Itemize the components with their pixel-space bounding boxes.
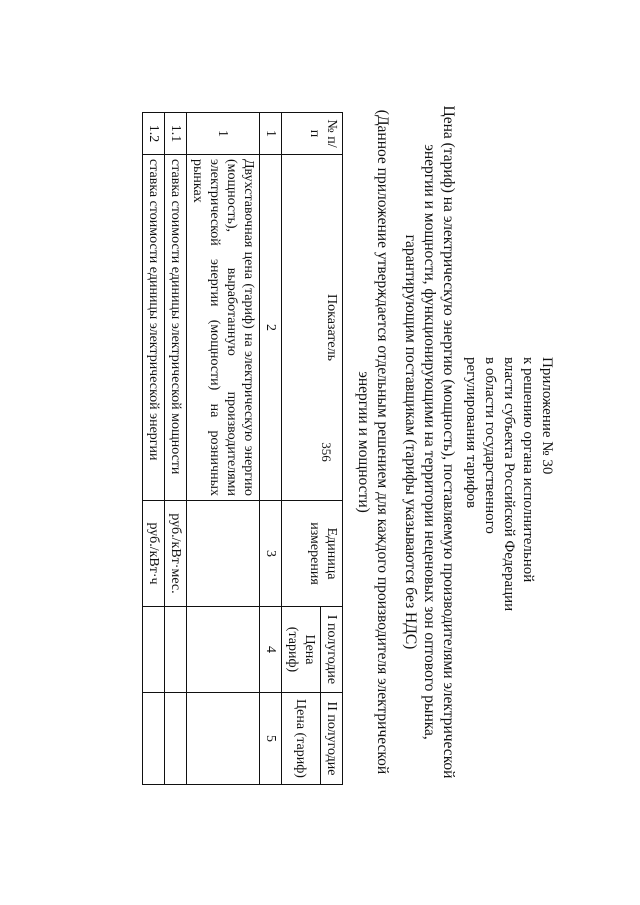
row-half-2-value [143,693,165,785]
header-half-2: II полугодие [321,693,343,785]
header-num: № п/п [282,113,343,155]
row-num: 1.2 [143,113,165,155]
row-unit [187,501,260,607]
appendix-line: в области государственного [482,357,498,534]
appendix-line: власти субъекта Российской Федерации [501,357,517,612]
row-half-1-value [187,607,260,693]
column-number: 4 [260,607,282,693]
document-title: Цена (тариф) на электрическую энергию (мощность), поставляемую производителями электрической энергии и мощности, функционирующими на территории неценовых зон оптового рынка, гарантирующим поставщикам (тарифы указываются без НДС) [402,105,457,779]
appendix-line: Приложение № 30 [539,357,555,475]
row-num: 1 [187,113,260,155]
page-number: 356 [319,442,334,462]
row-unit: руб./кВт·мес. [165,501,187,607]
table-row [165,113,187,785]
column-number: 1 [260,113,282,155]
table-column-numbers-row [260,113,282,785]
table-row [143,113,165,785]
header-price-2: Цена (тариф) [282,693,321,785]
row-half-1-value [143,607,165,693]
table-row [187,113,260,785]
header-indicator: Показатель [282,155,343,501]
row-unit: руб./кВт·ч [143,501,165,607]
column-number: 5 [260,693,282,785]
appendix-line: регулирования тарифов [463,357,479,509]
appendix-line: к решению органа исполнительной [520,357,536,583]
header-half-1: I полугодие [321,607,343,693]
row-indicator: ставка стоимости единицы электрической энергии [143,155,165,501]
row-half-1-value [165,607,187,693]
appendix-header [461,357,556,687]
table-header-row [321,113,343,785]
document-note: (Данное приложение утверждается отдельным решением для каждого производителя электрической энергии и мощности) [355,109,391,775]
row-half-2-value [165,693,187,785]
row-indicator: Двухставочная цена (тариф) на электрическую энергию (мощность), выработанную производителями электрической энергии (мощности) на розничных рынках [187,155,260,501]
column-number: 2 [260,155,282,501]
header-unit: Единица измерения [282,501,343,607]
rotated-document-page [60,82,580,822]
row-half-2-value [187,693,260,785]
header-price-1: Цена (тариф) [282,607,321,693]
column-number: 3 [260,501,282,607]
tariff-table [142,112,343,785]
row-num: 1.1 [165,113,187,155]
row-indicator: ставка стоимости единицы электрической мощности [165,155,187,501]
